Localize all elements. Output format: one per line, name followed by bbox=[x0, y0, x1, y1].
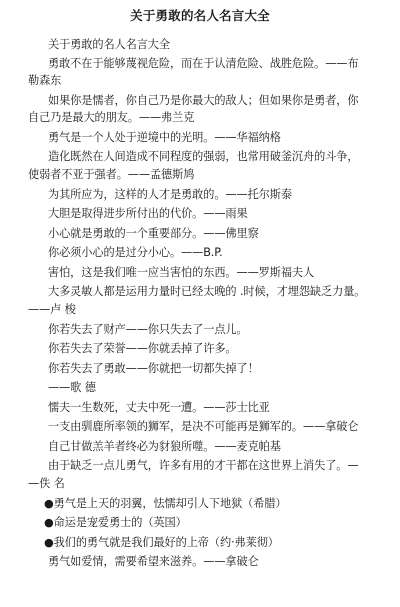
text-line: 大胆是取得进步所付出的代价。——雨果 bbox=[48, 207, 248, 220]
text-line: 关于勇敢的名人名言大全 bbox=[48, 38, 170, 51]
text-line: 一支由驯鹿所率领的狮军，是决不可能再是狮军的。——拿破仑 bbox=[48, 420, 359, 433]
text-line: 勇气是一个人处于逆境中的光明。——华福纳格 bbox=[48, 131, 281, 144]
text-line: 自己乃是最大的朋友。——弗兰克 bbox=[28, 111, 195, 124]
text-line: 你若失去了财产——你只失去了一点儿。 bbox=[48, 323, 248, 336]
text-line: 害怕，这是我们唯一应当害怕的东西。——罗斯福夫人 bbox=[48, 266, 315, 279]
text-line: 如果你是懦者，你自己乃是你最大的敌人；但如果你是勇者，你 bbox=[48, 94, 359, 107]
text-line: 你必须小心的是过分小心。——B.P. bbox=[48, 246, 223, 259]
text-line: 勒森东 bbox=[28, 74, 62, 87]
text-line: ——卢 梭 bbox=[28, 303, 76, 316]
text-line: 勇气如爱情，需要希望来滋养。——拿破仑 bbox=[48, 555, 259, 568]
text-line: 自己甘做羔羊者终必为豺狼所噬。——麦克帕基 bbox=[48, 440, 281, 453]
text-line: 你若失去了荣誉——你就丢掉了许多。 bbox=[48, 342, 237, 355]
text-line: ——歌 德 bbox=[48, 381, 96, 394]
text-line: 使弱者不亚于强者。——孟德斯鸠 bbox=[28, 168, 195, 181]
text-line: 大多灵敏人都是运用力量时已经太晚的 .时候，才埋怨缺乏力量。 bbox=[48, 285, 366, 298]
text-line: 为其所应为，这样的人才是勇敢的。——托尔斯泰 bbox=[48, 188, 292, 201]
text-line: 你若失去了勇敢——你就把一切都失掉了！ bbox=[48, 362, 259, 375]
text-line: 勇敢不在于能够蔑视危险，而在于认清危险、战胜危险。——布 bbox=[48, 57, 359, 70]
text-line: 懦夫一生数死，丈夫中死一遭。——莎士比亚 bbox=[48, 401, 270, 414]
text-line: —佚 名 bbox=[28, 477, 65, 490]
text-line: ●命运是宠爱勇士的（英国） bbox=[44, 516, 187, 529]
document-title: 关于勇敢的名人名言大全 bbox=[130, 8, 270, 23]
text-line: 小心就是勇敢的一个重要部分。——佛里察 bbox=[48, 227, 259, 240]
text-line: 由于缺乏一点儿勇气，许多有用的才干都在这世界上消失了。— bbox=[48, 459, 359, 472]
text-line: ●勇气是上天的羽翼，怯懦却引人下地狱（希腊） bbox=[44, 497, 287, 510]
text-line: 造化既然在人间造成不同程度的强弱，也常用破釜沉舟的斗争， bbox=[48, 150, 359, 163]
text-line: ●我们的勇气就是我们最好的上帝（约·弗莱彻） bbox=[44, 536, 279, 549]
